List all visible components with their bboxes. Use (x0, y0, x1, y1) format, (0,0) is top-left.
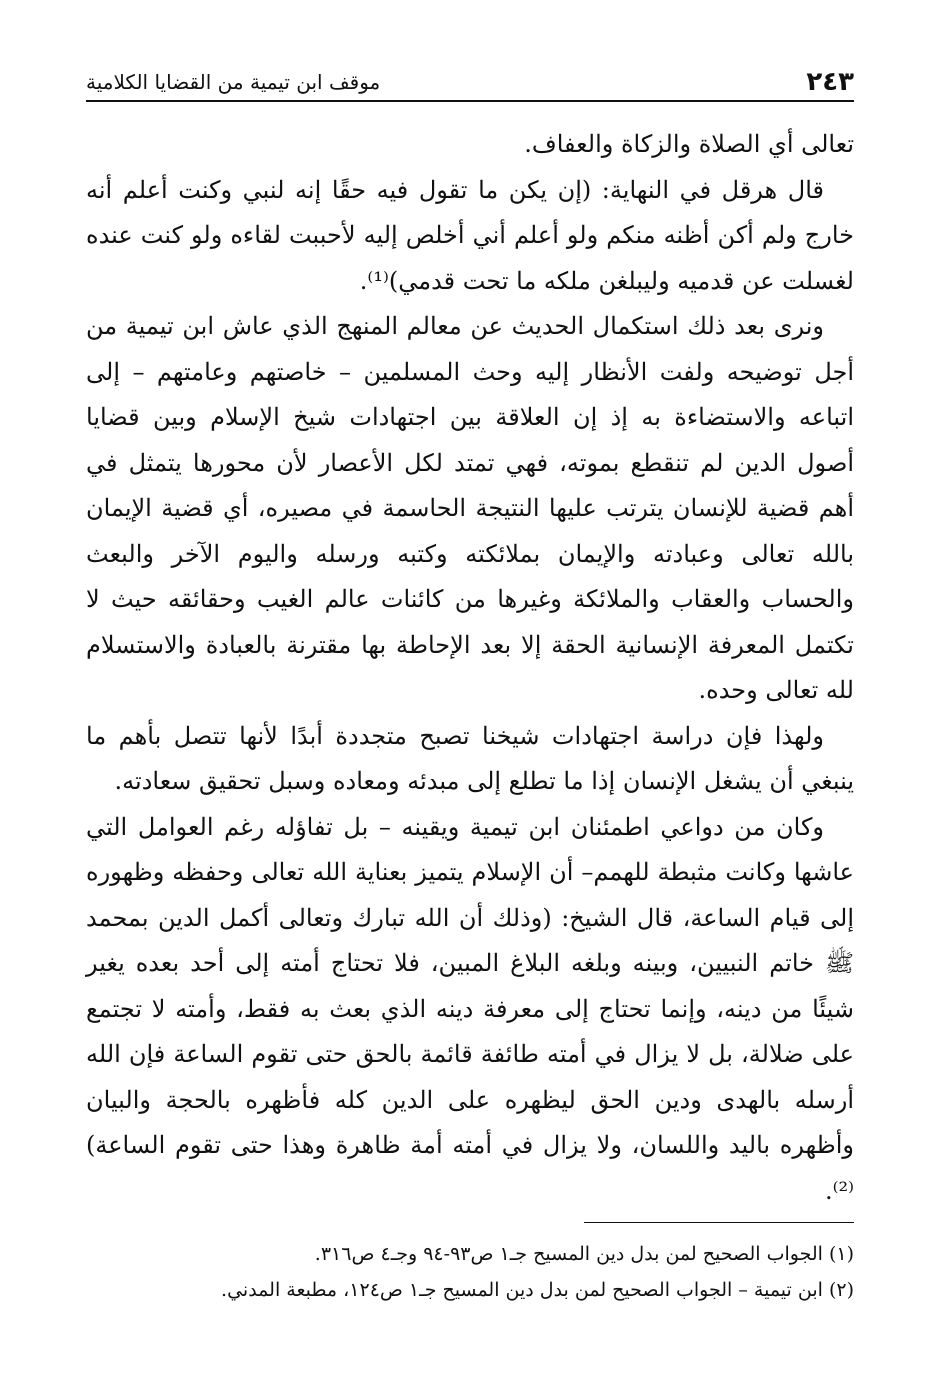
footnote-1: (١) الجواب الصحيح لمن بدل دين المسيح جـ١ ص٩٣-٩٤ وجـ٤ ص٣١٦. (314, 1243, 854, 1265)
paragraph-5: وكان من دواعي اطمئنان ابن تيمية ويقينه – بل تفاؤله رغم العوامل التي عاشها وكانت مثبطة للهمم– أن الإسلام يتميز بعناية الله تعالى وحفظه وظهوره إلى قيام الساعة، قال الشيخ: (وذلك أن الله تبارك وتعالى أكمل الدين بمحمد ﷺ خاتم النبيين، وبينه وبلغه البلاغ المبين، فلا تحتاج أمته إلى أحد بعده يغير شيئًا من دينه، وإنما تحتاج إلى معرفة دينه الذي بعث به فقط، وأمته لا تجتمع على ضلالة، بل لا يزال في أمته طائفة قائمة بالحق حتى تقوم الساعة فإن الله أرسله بالهدى ودين الحق ليظهره على الدين كله فأظهره بالحجة والبيان وأظهره باليد واللسان، ولا يزال في أمته أمة ظاهرة وهذا حتى تقوم الساعة)⁽²⁾. (86, 812, 854, 1205)
running-title: موقف ابن تيمية من القضايا الكلامية (86, 70, 381, 94)
footnote-2: (٢) ابن تيمية – الجواب الصحيح لمن بدل دين المسيح جـ١ ص١٢٤، مطبعة المدني. (221, 1279, 854, 1301)
body-text (86, 122, 854, 1214)
paragraph-2: قال هرقل في النهاية: (إن يكن ما تقول فيه حقًا إنه لنبي وكنت أعلم أنه خارج ولم أكن أظنه منكم ولو أعلم أني أخلص إليه لأحببت لقاءه ولو كنت عنده لغسلت عن قدميه وليبلغن ملكه ما تحت قدمي)⁽¹⁾. (86, 175, 854, 295)
paragraph-4: ولهذا فإن دراسة اجتهادات شيخنا تصبح متجددة أبدًا لأنها تتصل بأهم ما ينبغي أن يشغل الإنسان إذا ما تطلع إلى مبدئه ومعاده وسبل تحقيق سعادته. (86, 721, 854, 795)
running-head (86, 56, 854, 96)
footnote-rule (584, 1222, 854, 1223)
header-rule (86, 100, 854, 102)
footnotes (86, 1236, 854, 1308)
paragraph-3: ونرى بعد ذلك استكمال الحديث عن معالم المنهج الذي عاش ابن تيمية من أجل توضيحه ولفت الأنظار إليه وحث المسلمين – خاصتهم وعامتهم – إلى اتباعه والاستضاءة به إذ إن العلاقة بين اجتهادات شيخ الإسلام وبين قضايا أصول الدين لم تنقطع بموته، فهي تمتد لكل الأعصار لأن محورها يتمثل في أهم قضية للإنسان يترتب عليها النتيجة الحاسمة في مصيره، أي قضية الإيمان بالله تعالى وعبادته والإيمان بملائكته وكتبه ورسله واليوم الآخر والبعث والحساب والعقاب والملائكة وغيرها من كائنات عالم الغيب وحقائقه حيث لا تكتمل المعرفة الإنسانية الحقة إلا بعد الإحاطة بها مقترنة بالعبادة والاستسلام لله تعالى وحده. (86, 312, 854, 704)
page-number: ٢٤٣ (806, 67, 854, 97)
paragraph-1: تعالى أي الصلاة والزكاة والعفاف. (524, 130, 854, 158)
